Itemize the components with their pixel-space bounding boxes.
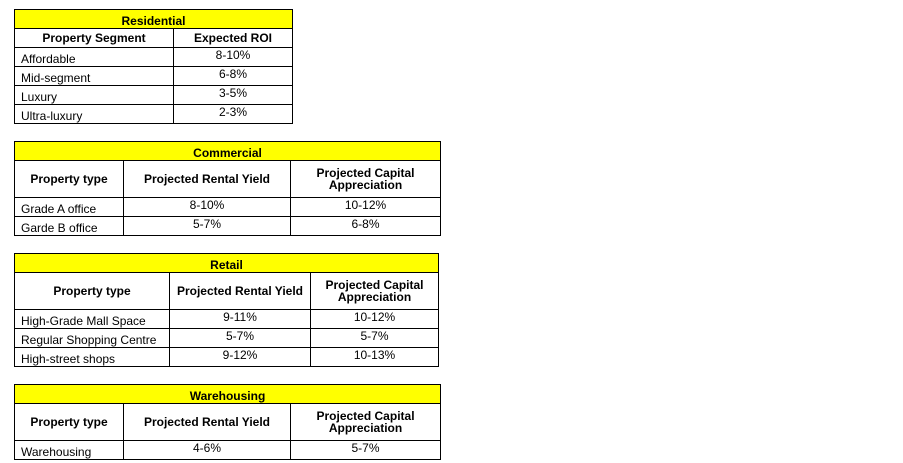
warehousing-table — [14, 384, 441, 460]
row-appreciation: 6-8% — [291, 217, 441, 236]
commercial-header-type: Property type — [15, 161, 124, 198]
table-row — [15, 217, 441, 236]
residential-title-row — [15, 10, 293, 29]
retail-title: Retail — [15, 254, 439, 273]
row-label: Grade A office — [15, 198, 124, 217]
residential-title: Residential — [15, 10, 293, 29]
retail-header-type: Property type — [15, 273, 170, 310]
table-row — [15, 67, 293, 86]
row-label: Luxury — [15, 86, 174, 105]
retail-table — [14, 253, 439, 367]
table-row — [15, 329, 439, 348]
row-label: Mid-segment — [15, 67, 174, 86]
retail-header-row — [15, 273, 439, 310]
row-label: High-Grade Mall Space — [15, 310, 170, 329]
row-yield: 9-11% — [170, 310, 311, 329]
residential-header-row — [15, 29, 293, 48]
row-appreciation: 5-7% — [311, 329, 439, 348]
row-appreciation: 10-13% — [311, 348, 439, 367]
row-yield: 8-10% — [124, 198, 291, 217]
row-label: Regular Shopping Centre — [15, 329, 170, 348]
row-value: 8-10% — [174, 48, 293, 67]
row-yield: 4-6% — [124, 441, 291, 460]
residential-table — [14, 9, 293, 124]
row-yield: 5-7% — [170, 329, 311, 348]
warehousing-header-yield: Projected Rental Yield — [124, 404, 291, 441]
row-yield: 9-12% — [170, 348, 311, 367]
retail-header-yield: Projected Rental Yield — [170, 273, 311, 310]
warehousing-header-type: Property type — [15, 404, 124, 441]
row-appreciation: 10-12% — [291, 198, 441, 217]
row-value: 3-5% — [174, 86, 293, 105]
retail-header-appreciation: Projected Capital Appreciation — [311, 273, 439, 310]
commercial-header-row — [15, 161, 441, 198]
commercial-table — [14, 141, 441, 236]
row-appreciation: 10-12% — [311, 310, 439, 329]
commercial-title: Commercial — [15, 142, 441, 161]
table-row — [15, 348, 439, 367]
table-row — [15, 198, 441, 217]
commercial-header-appreciation: Projected Capital Appreciation — [291, 161, 441, 198]
table-row — [15, 105, 293, 124]
residential-header-roi: Expected ROI — [174, 29, 293, 48]
row-label: Ultra-luxury — [15, 105, 174, 124]
warehousing-title-row — [15, 385, 441, 404]
table-row — [15, 48, 293, 67]
row-yield: 5-7% — [124, 217, 291, 236]
row-label: Garde B office — [15, 217, 124, 236]
row-value: 2-3% — [174, 105, 293, 124]
residential-header-segment: Property Segment — [15, 29, 174, 48]
row-label: High-street shops — [15, 348, 170, 367]
warehousing-header-appreciation: Projected Capital Appreciation — [291, 404, 441, 441]
row-label: Warehousing — [15, 441, 124, 460]
row-label: Affordable — [15, 48, 174, 67]
commercial-header-yield: Projected Rental Yield — [124, 161, 291, 198]
retail-title-row — [15, 254, 439, 273]
warehousing-header-row — [15, 404, 441, 441]
row-appreciation: 5-7% — [291, 441, 441, 460]
row-value: 6-8% — [174, 67, 293, 86]
commercial-title-row — [15, 142, 441, 161]
table-row — [15, 310, 439, 329]
table-row — [15, 441, 441, 460]
table-row — [15, 86, 293, 105]
warehousing-title: Warehousing — [15, 385, 441, 404]
